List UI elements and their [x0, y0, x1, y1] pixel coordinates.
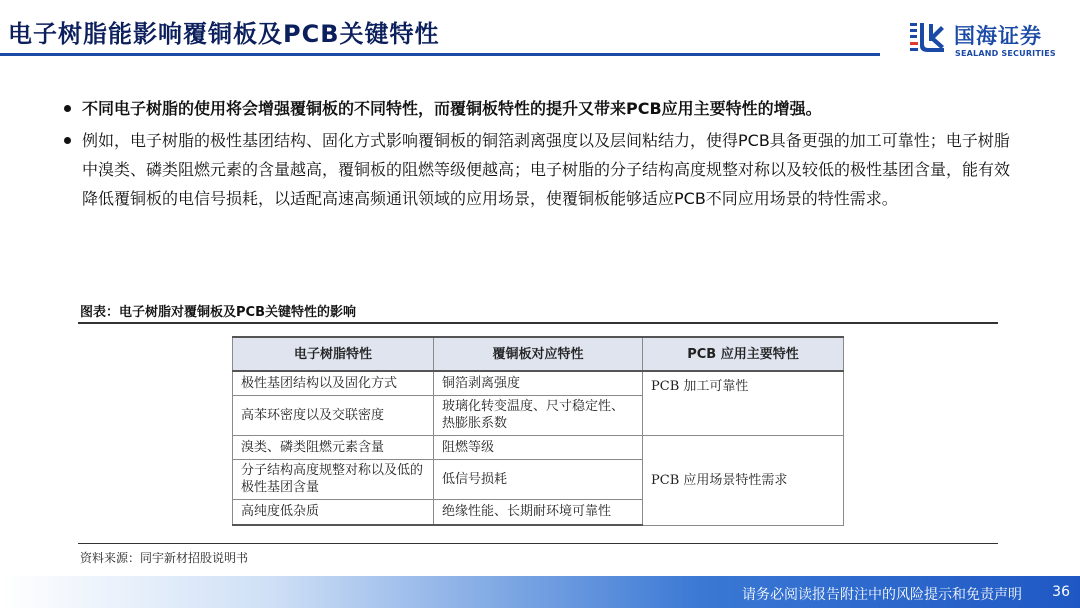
table-cell: 绝缘性能、长期耐环境可靠性 — [434, 499, 643, 525]
bullet-item — [62, 94, 1022, 123]
bullet-text: 不同电子树脂的使用将会增强覆铜板的不同特性，而覆铜板特性的提升又带来PCB应用主要特性的增强。 — [82, 99, 822, 118]
table-cell: 铜箔剥离强度 — [434, 371, 643, 395]
figure-top-rule — [78, 322, 998, 324]
source-note: 资料来源：同宇新材招股说明书 — [80, 551, 249, 565]
table-header-cell: PCB 应用主要特性 — [643, 337, 844, 371]
footer-bar — [0, 576, 1080, 608]
bullet-dot-icon — [64, 137, 71, 144]
figure-title: 图表：电子树脂对覆铜板及PCB关键特性的影响 — [80, 305, 356, 320]
bullet-item — [62, 126, 1022, 213]
table-cell: 阻燃等级 — [434, 435, 643, 459]
table-cell: 玻璃化转变温度、尺寸稳定性、热膨胀系数 — [434, 395, 643, 435]
table-row — [233, 371, 844, 395]
table-header-cell: 覆铜板对应特性 — [434, 337, 643, 371]
logo-english-name: SEALAND SECURITIES — [955, 49, 1056, 58]
table-row — [233, 435, 844, 459]
table-cell: 高苯环密度以及交联密度 — [233, 395, 434, 435]
table-cell: 极性基团结构以及固化方式 — [233, 371, 434, 395]
company-logo — [908, 18, 1068, 60]
page-title: 电子树脂能影响覆铜板及PCB关键特性 — [8, 20, 440, 48]
table-header-row — [233, 337, 844, 371]
table-header-cell: 电子树脂特性 — [233, 337, 434, 371]
table-cell-pcb-group: PCB 加工可靠性 — [643, 371, 844, 435]
slide-header — [0, 0, 1080, 60]
title-underline — [0, 53, 880, 56]
page-number: 36 — [1052, 584, 1070, 600]
logo-chinese-name: 国海证券 — [954, 24, 1042, 48]
table-cell: 分子结构高度规整对称以及低的极性基团含量 — [233, 459, 434, 499]
table-cell: 溴类、磷类阻燃元素含量 — [233, 435, 434, 459]
table-cell: 低信号损耗 — [434, 459, 643, 499]
disclaimer-text: 请务必阅读报告附注中的风险提示和免责声明 — [742, 587, 1022, 603]
resin-properties-table — [232, 336, 844, 526]
sealand-logo-icon — [908, 20, 946, 56]
table-cell: 高纯度低杂质 — [233, 499, 434, 525]
bullet-list — [62, 94, 1022, 216]
bullet-text: 例如，电子树脂的极性基团结构、固化方式影响覆铜板的铜箔剥离强度以及层间粘结力，使得PCB具备更强的加工可靠性；电子树脂中溴类、磷类阻燃元素的含量越高，覆铜板的阻燃等级便越高；电子树脂的分子结构高度规整对称以及较低的极性基团含量，能有效降低覆铜板的电信号损耗，以适配高速高频通讯领域的应用场景，使覆铜板能够适应PCB不同应用场景的特性需求。 — [82, 131, 1011, 208]
figure-bottom-rule — [78, 543, 998, 544]
table-cell-pcb-group: PCB 应用场景特性需求 — [643, 435, 844, 525]
bullet-dot-icon — [64, 105, 71, 112]
